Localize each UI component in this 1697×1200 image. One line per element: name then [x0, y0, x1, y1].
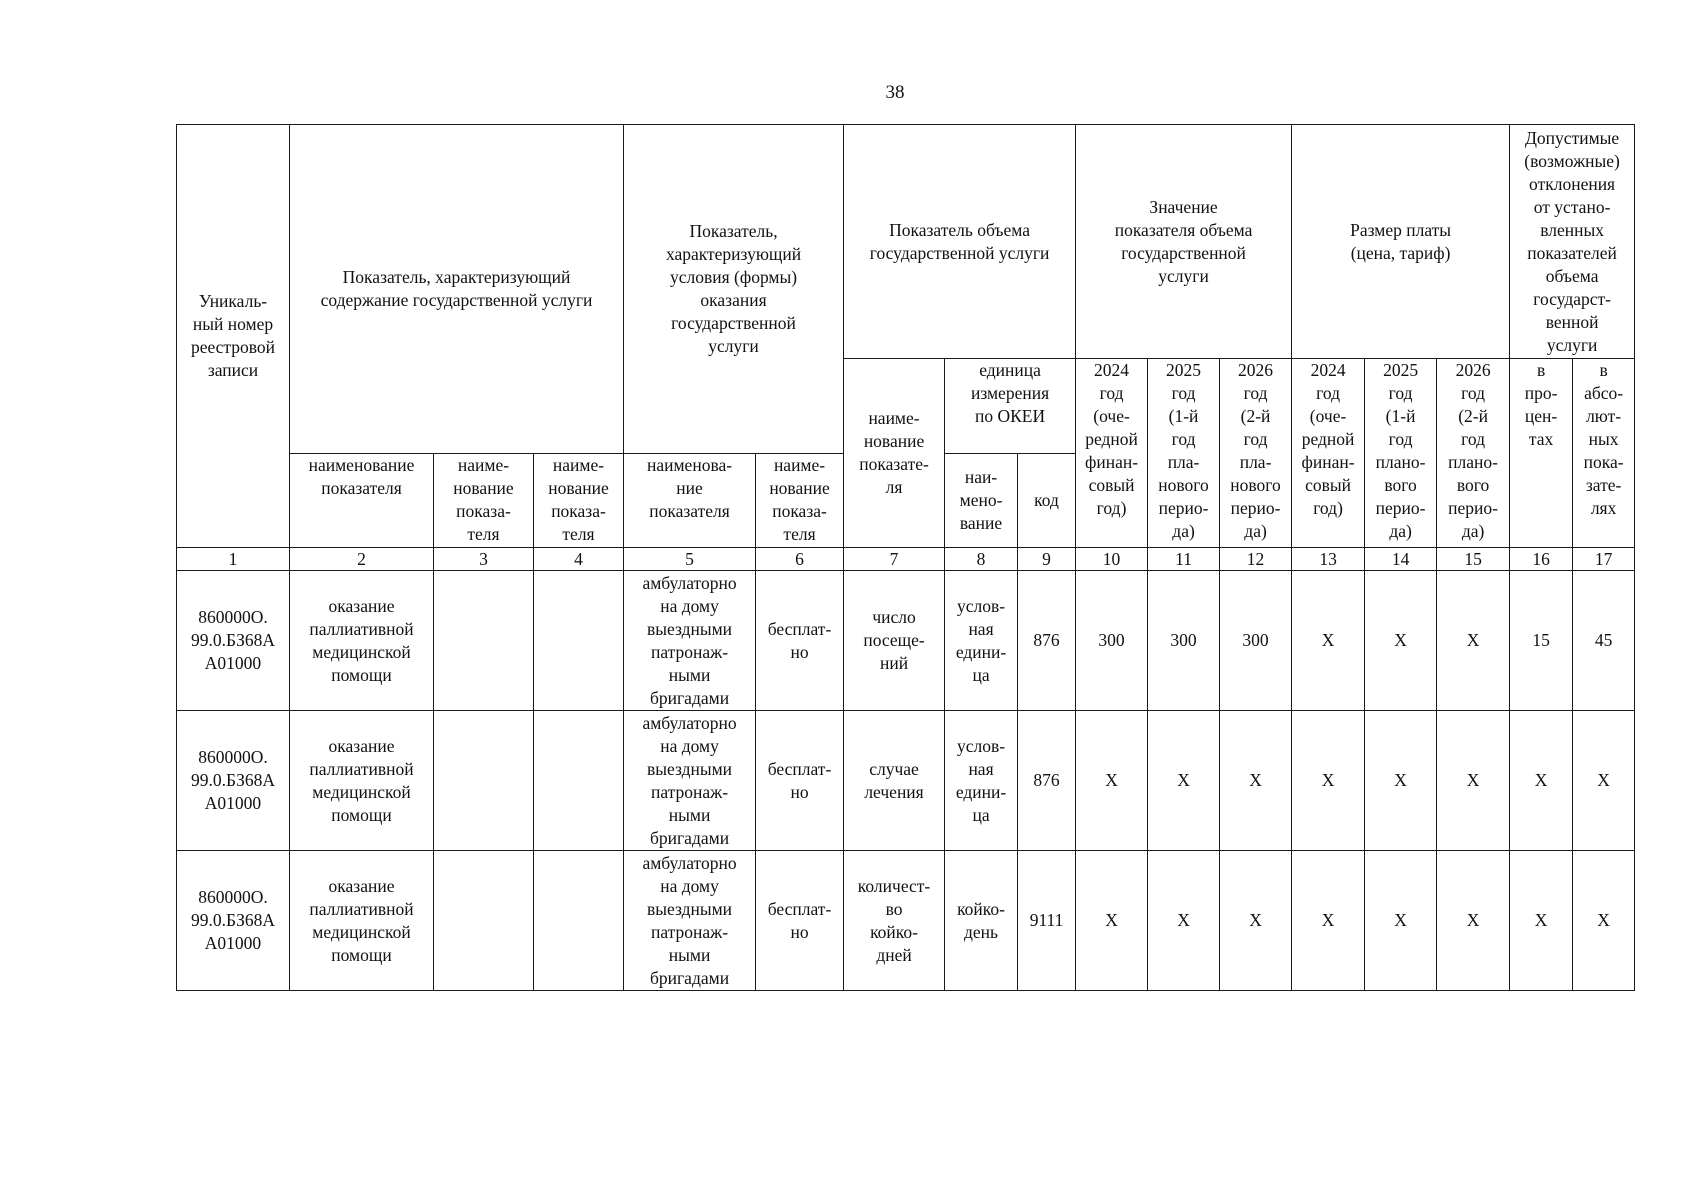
table-row — [177, 571, 1635, 711]
volume-name: число посеще- ний — [844, 571, 945, 711]
content-indicator-3 — [534, 851, 624, 991]
value-2025: Х — [1148, 711, 1220, 851]
deviation-absolute: Х — [1573, 711, 1635, 851]
column-number: 2 — [290, 548, 434, 571]
column-number: 12 — [1220, 548, 1292, 571]
header-content-indicator: Показатель, характеризующий содержание государственной услуги — [290, 125, 624, 454]
header-unit-code: код — [1018, 454, 1076, 548]
deviation-percent: Х — [1510, 851, 1573, 991]
service-form: амбулаторно на дому выездными патронаж- ными бригадами — [624, 711, 756, 851]
header-deviation-percent: в про- цен- тах — [1510, 359, 1573, 548]
header-okei-unit: единица измерения по ОКЕИ — [945, 359, 1076, 454]
content-indicator-2 — [434, 851, 534, 991]
service-content: оказание паллиативной медицинской помощи — [290, 571, 434, 711]
volume-name: количест- во койко- дней — [844, 851, 945, 991]
header-fee-2026: 2026 год (2-й год плано- вого перио- да) — [1437, 359, 1510, 548]
column-number: 15 — [1437, 548, 1510, 571]
header-fee-2024: 2024 год (оче- редной финан- совый год) — [1292, 359, 1365, 548]
content-indicator-2 — [434, 571, 534, 711]
column-number: 16 — [1510, 548, 1573, 571]
unit-code: 9111 — [1018, 851, 1076, 991]
content-indicator-2 — [434, 711, 534, 851]
header-unit-name: наи- мено- вание — [945, 454, 1018, 548]
fee-2024: Х — [1292, 851, 1365, 991]
column-number-row — [177, 548, 1635, 571]
header-content-name-2: наиме- нование показа- теля — [434, 454, 534, 548]
value-2024: Х — [1076, 851, 1148, 991]
column-number: 1 — [177, 548, 290, 571]
fee-2026: Х — [1437, 571, 1510, 711]
column-number: 3 — [434, 548, 534, 571]
service-form: амбулаторно на дому выездными патронаж- ными бригадами — [624, 571, 756, 711]
column-number: 9 — [1018, 548, 1076, 571]
column-number: 8 — [945, 548, 1018, 571]
header-conditions-indicator: Показатель, характеризующий условия (формы) оказания государственной услуги — [624, 125, 844, 454]
value-2024: 300 — [1076, 571, 1148, 711]
value-2026: Х — [1220, 851, 1292, 991]
column-number: 17 — [1573, 548, 1635, 571]
column-number: 10 — [1076, 548, 1148, 571]
table-row — [177, 851, 1635, 991]
header-fee-2025: 2025 год (1-й год плано- вого перио- да) — [1365, 359, 1437, 548]
value-2025: Х — [1148, 851, 1220, 991]
column-number: 4 — [534, 548, 624, 571]
fee-2026: Х — [1437, 851, 1510, 991]
deviation-percent: 15 — [1510, 571, 1573, 711]
header-deviation-absolute: в абсо- лют- ных пока- зате- лях — [1573, 359, 1635, 548]
service-payment: бесплат- но — [756, 571, 844, 711]
column-number: 13 — [1292, 548, 1365, 571]
content-indicator-3 — [534, 711, 624, 851]
fee-2024: Х — [1292, 571, 1365, 711]
column-number: 7 — [844, 548, 945, 571]
header-volume-indicator: Показатель объема государственной услуги — [844, 125, 1076, 359]
registry-number: 860000О. 99.0.БЗ68А А01000 — [177, 571, 290, 711]
fee-2025: Х — [1365, 571, 1437, 711]
column-number: 11 — [1148, 548, 1220, 571]
fee-2024: Х — [1292, 711, 1365, 851]
header-value-2026: 2026 год (2-й год пла- нового перио- да) — [1220, 359, 1292, 548]
service-payment: бесплат- но — [756, 851, 844, 991]
registry-number: 860000О. 99.0.БЗ68А А01000 — [177, 711, 290, 851]
header-unique-number: Уникаль- ный номер реестровой записи — [177, 125, 290, 548]
unit-name: услов- ная едини- ца — [945, 571, 1018, 711]
header-condition-name-1: наименова- ние показателя — [624, 454, 756, 548]
column-number: 5 — [624, 548, 756, 571]
service-content: оказание паллиативной медицинской помощи — [290, 851, 434, 991]
service-payment: бесплат- но — [756, 711, 844, 851]
unit-name: койко- день — [945, 851, 1018, 991]
header-value-2025: 2025 год (1-й год пла- нового перио- да) — [1148, 359, 1220, 548]
value-2025: 300 — [1148, 571, 1220, 711]
content-indicator-3 — [534, 571, 624, 711]
deviation-absolute: Х — [1573, 851, 1635, 991]
header-condition-name-2: наиме- нование показа- теля — [756, 454, 844, 548]
volume-name: случае лечения — [844, 711, 945, 851]
page-number: 38 — [885, 82, 905, 103]
column-number: 6 — [756, 548, 844, 571]
column-number: 14 — [1365, 548, 1437, 571]
unit-name: услов- ная едини- ца — [945, 711, 1018, 851]
value-2026: Х — [1220, 711, 1292, 851]
value-2026: 300 — [1220, 571, 1292, 711]
header-value-2024: 2024 год (оче- редной финан- совый год) — [1076, 359, 1148, 548]
header-volume-name: наиме- нование показате- ля — [844, 359, 945, 548]
service-volume-table — [176, 124, 1635, 991]
unit-code: 876 — [1018, 571, 1076, 711]
registry-number: 860000О. 99.0.БЗ68А А01000 — [177, 851, 290, 991]
service-content: оказание паллиативной медицинской помощи — [290, 711, 434, 851]
value-2024: Х — [1076, 711, 1148, 851]
fee-2025: Х — [1365, 851, 1437, 991]
fee-2025: Х — [1365, 711, 1437, 851]
deviation-percent: Х — [1510, 711, 1573, 851]
deviation-absolute: 45 — [1573, 571, 1635, 711]
header-content-name-1: наименование показателя — [290, 454, 434, 548]
header-allowed-deviations: Допустимые (возможные) отклонения от устано- вленных показателей объема государст- венной услуги — [1510, 125, 1635, 359]
header-fee-size: Размер платы (цена, тариф) — [1292, 125, 1510, 359]
fee-2026: Х — [1437, 711, 1510, 851]
header-content-name-3: наиме- нование показа- теля — [534, 454, 624, 548]
table-row — [177, 711, 1635, 851]
unit-code: 876 — [1018, 711, 1076, 851]
header-volume-value: Значение показателя объема государственной услуги — [1076, 125, 1292, 359]
service-form: амбулаторно на дому выездными патронаж- ными бригадами — [624, 851, 756, 991]
